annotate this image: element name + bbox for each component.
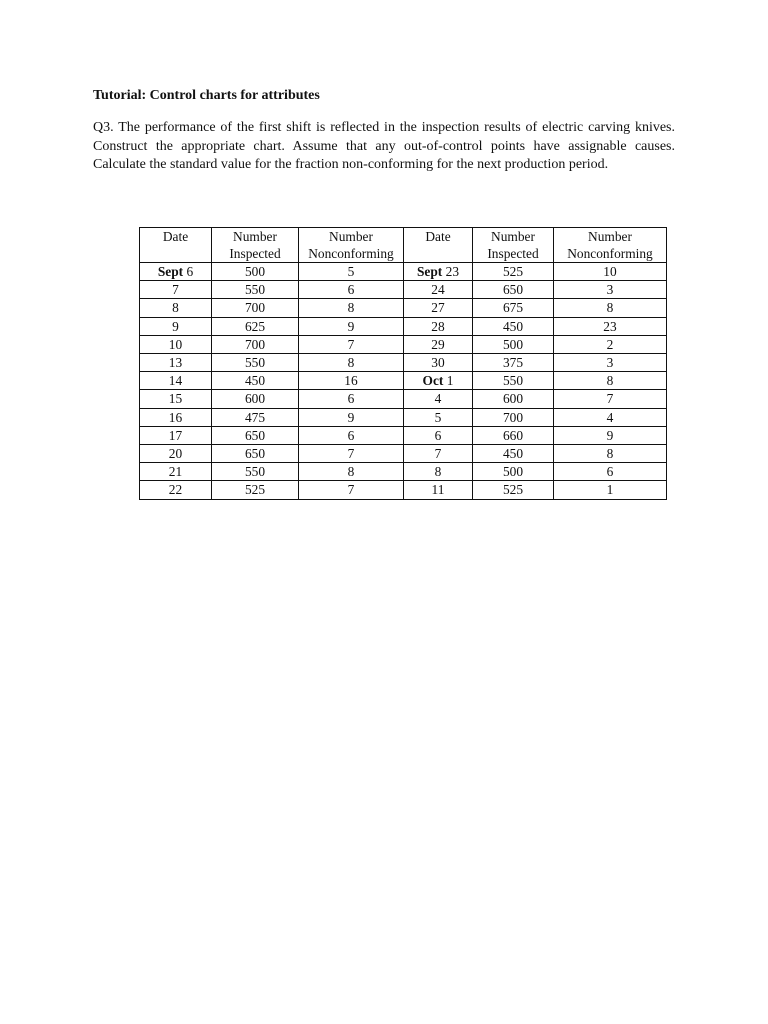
- date-cell: [140, 335, 212, 353]
- day-value: 21: [168, 464, 183, 480]
- number-nonconforming-cell: 8: [554, 445, 667, 463]
- day-value: 22: [168, 482, 183, 498]
- number-inspected-cell: 650: [212, 445, 299, 463]
- date-cell: [404, 390, 473, 408]
- table-row: [140, 335, 667, 353]
- date-cell: [404, 281, 473, 299]
- number-nonconforming-cell: 6: [299, 281, 404, 299]
- table-row: [140, 354, 667, 372]
- number-inspected-cell: 500: [212, 263, 299, 281]
- day-value: 16: [168, 409, 183, 425]
- day-value: 7: [434, 446, 442, 462]
- date-cell: [404, 481, 473, 499]
- date-cell: [404, 299, 473, 317]
- date-cell: [140, 263, 212, 281]
- date-cell: [140, 481, 212, 499]
- header-number-inspected-2: Number Inspected: [473, 228, 554, 263]
- number-inspected-cell: 625: [212, 317, 299, 335]
- number-inspected-cell: 600: [473, 390, 554, 408]
- date-cell: [404, 445, 473, 463]
- day-value: 24: [431, 282, 445, 298]
- day-value: 1: [446, 373, 454, 389]
- date-cell: [140, 426, 212, 444]
- header-number-nonconforming-1: Number Nonconforming: [299, 228, 404, 263]
- number-inspected-cell: 550: [212, 354, 299, 372]
- table-row: [140, 463, 667, 481]
- header-number-nonconforming-2: Number Nonconforming: [554, 228, 667, 263]
- table-row: [140, 263, 667, 281]
- day-value: 15: [168, 391, 183, 407]
- header-date-1: Date: [140, 228, 212, 263]
- day-value: 6: [186, 264, 194, 279]
- number-nonconforming-cell: 9: [299, 408, 404, 426]
- number-inspected-cell: 525: [473, 263, 554, 281]
- date-cell: [404, 426, 473, 444]
- day-value: 9: [172, 318, 179, 334]
- number-nonconforming-cell: 7: [299, 445, 404, 463]
- date-cell: [404, 372, 473, 390]
- date-cell: [140, 408, 212, 426]
- number-nonconforming-cell: 2: [554, 335, 667, 353]
- table-row: [140, 390, 667, 408]
- date-cell: [140, 281, 212, 299]
- number-nonconforming-cell: 10: [554, 263, 667, 281]
- table-row: [140, 445, 667, 463]
- number-inspected-cell: 375: [473, 354, 554, 372]
- number-nonconforming-cell: 7: [299, 481, 404, 499]
- day-value: 28: [431, 318, 445, 334]
- day-value: 10: [168, 336, 183, 352]
- inspection-table: [139, 227, 667, 500]
- date-cell: [140, 299, 212, 317]
- day-value: 6: [434, 427, 442, 443]
- day-value: 11: [431, 482, 445, 498]
- day-value: 14: [168, 373, 183, 389]
- date-cell: [404, 335, 473, 353]
- day-value: 29: [431, 336, 445, 352]
- date-cell: [404, 408, 473, 426]
- number-nonconforming-cell: 16: [299, 372, 404, 390]
- number-inspected-cell: 650: [212, 426, 299, 444]
- table-row: [140, 299, 667, 317]
- number-inspected-cell: 500: [473, 335, 554, 353]
- date-cell: [140, 317, 212, 335]
- day-value: 13: [168, 355, 183, 371]
- number-inspected-cell: 550: [212, 281, 299, 299]
- table-row: [140, 426, 667, 444]
- day-value: 23: [445, 264, 460, 279]
- number-nonconforming-cell: 8: [554, 299, 667, 317]
- number-inspected-cell: 450: [473, 317, 554, 335]
- number-inspected-cell: 660: [473, 426, 554, 444]
- day-value: 8: [172, 300, 179, 316]
- number-nonconforming-cell: 9: [554, 426, 667, 444]
- table-row: [140, 317, 667, 335]
- table-row: [140, 372, 667, 390]
- date-cell: [404, 463, 473, 481]
- day-value: 27: [431, 300, 445, 316]
- number-nonconforming-cell: 3: [554, 281, 667, 299]
- day-value: 8: [434, 464, 442, 480]
- number-nonconforming-cell: 7: [299, 335, 404, 353]
- number-nonconforming-cell: 8: [299, 463, 404, 481]
- date-cell: [404, 354, 473, 372]
- day-value: 20: [168, 446, 183, 462]
- number-nonconforming-cell: 8: [299, 299, 404, 317]
- date-cell: [140, 445, 212, 463]
- day-value: 7: [172, 282, 179, 298]
- month-label: Oct: [422, 373, 444, 389]
- number-inspected-cell: 600: [212, 390, 299, 408]
- month-label: Sept: [157, 264, 184, 279]
- number-inspected-cell: 700: [212, 299, 299, 317]
- number-nonconforming-cell: 1: [554, 481, 667, 499]
- table-row: [140, 481, 667, 499]
- header-date-2: Date: [404, 228, 473, 263]
- date-cell: [140, 372, 212, 390]
- number-inspected-cell: 450: [212, 372, 299, 390]
- table-row: [140, 281, 667, 299]
- number-inspected-cell: 675: [473, 299, 554, 317]
- number-inspected-cell: 525: [212, 481, 299, 499]
- header-number-inspected-1: Number Inspected: [212, 228, 299, 263]
- number-nonconforming-cell: 9: [299, 317, 404, 335]
- date-cell: [404, 317, 473, 335]
- date-cell: [140, 390, 212, 408]
- number-inspected-cell: 650: [473, 281, 554, 299]
- number-nonconforming-cell: 6: [554, 463, 667, 481]
- number-inspected-cell: 700: [212, 335, 299, 353]
- date-cell: [404, 263, 473, 281]
- number-inspected-cell: 550: [473, 372, 554, 390]
- number-nonconforming-cell: 8: [299, 354, 404, 372]
- number-inspected-cell: 450: [473, 445, 554, 463]
- number-nonconforming-cell: 23: [554, 317, 667, 335]
- number-nonconforming-cell: 5: [299, 263, 404, 281]
- number-nonconforming-cell: 3: [554, 354, 667, 372]
- month-label: Sept: [416, 264, 443, 279]
- table-header-row: [140, 228, 667, 263]
- date-cell: [140, 463, 212, 481]
- number-nonconforming-cell: 6: [299, 390, 404, 408]
- date-cell: [140, 354, 212, 372]
- table-row: [140, 408, 667, 426]
- number-inspected-cell: 500: [473, 463, 554, 481]
- number-inspected-cell: 700: [473, 408, 554, 426]
- question-text: Q3. The performance of the first shift is reflected in the inspection results of electric carving knives. Construct the appropriate chart. Assume that any out-of-control points have assignable causes. Calculate the standard value for the fraction non-conforming for the next production period.: [93, 120, 675, 173]
- number-nonconforming-cell: 6: [299, 426, 404, 444]
- number-inspected-cell: 525: [473, 481, 554, 499]
- day-value: 5: [434, 409, 442, 425]
- number-nonconforming-cell: 7: [554, 390, 667, 408]
- number-inspected-cell: 475: [212, 408, 299, 426]
- page-title: Tutorial: Control charts for attributes: [93, 88, 320, 103]
- day-value: 4: [434, 391, 442, 407]
- number-nonconforming-cell: 8: [554, 372, 667, 390]
- number-inspected-cell: 550: [212, 463, 299, 481]
- number-nonconforming-cell: 4: [554, 408, 667, 426]
- table-body: [140, 263, 667, 500]
- day-value: 17: [168, 427, 183, 443]
- day-value: 30: [431, 355, 445, 371]
